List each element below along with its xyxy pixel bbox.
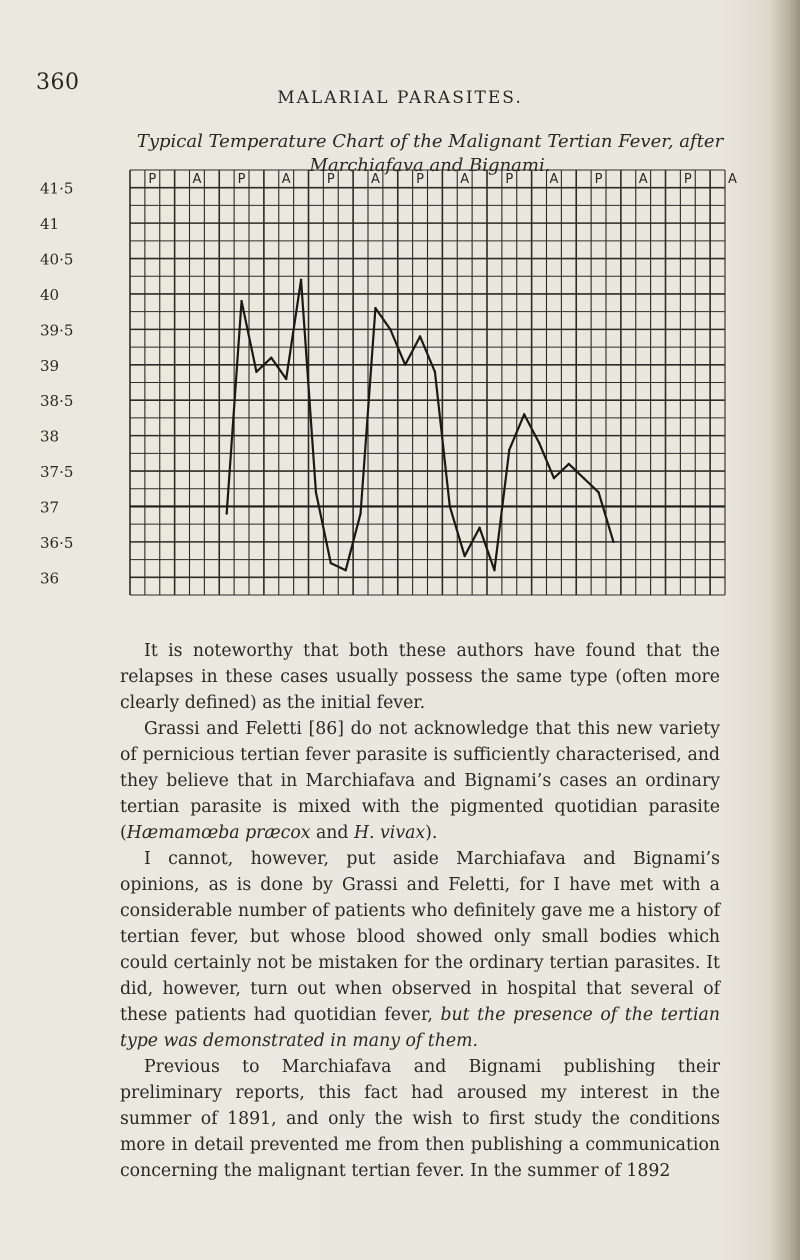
y-tick-label: 36·5 [40, 533, 74, 552]
paragraph-2: Grassi and Feletti [86] do not acknowledge that this new variety of pernicious tertian fever parasite is sufficiently characterised, and they believe that in Marchiafava and Bignami’s cases an ordinary tertian parasite is mixed with the pigmented quotidian parasite (Hæmamœba præcox and H. vivax). [120, 719, 720, 843]
x-tick-label: P [326, 172, 335, 187]
page-number: 360 [36, 70, 80, 95]
x-tick-label: A [460, 172, 470, 187]
y-axis-labels [40, 180, 73, 588]
y-tick-label: 38·5 [40, 392, 74, 411]
x-tick-label: P [148, 172, 157, 187]
chart-grid [130, 170, 725, 595]
y-tick-label: 40·5 [40, 250, 74, 269]
x-tick-label: A [370, 172, 380, 187]
x-tick-label: A [192, 172, 202, 187]
body-text [120, 638, 720, 1184]
y-tick-label: 41·5 [40, 179, 74, 198]
temperature-curve [225, 279, 614, 572]
paragraph-1: It is noteworthy that both these authors have found that the relapses in these cases usually possess the same type (often more clearly defined) as the initial fever. [120, 641, 720, 713]
temperature-chart [30, 165, 737, 605]
x-tick-label: A [281, 172, 291, 187]
species-name-2: H. vivax [353, 823, 426, 843]
x-tick-label: P [237, 172, 246, 187]
paragraph-3: I cannot, however, put aside Marchiafava and Bignami’s opinions, as is done by Grassi and Feletti, for I have met with a considerable number of patients who definitely gave me a history of tertian fever, but whose blood showed only small bodies which could certainly not be mistaken for the ordinary tertian parasites. It did, however, turn out when observed in hospital that several of these patients had quotidian fever, but the presence of the tertian type was demonstrated in many of them. [120, 849, 720, 1051]
x-tick-label: A [638, 172, 648, 187]
y-tick-label: 38 [40, 427, 60, 446]
y-tick-label: 40 [40, 285, 60, 304]
x-tick-label: P [416, 172, 424, 187]
y-tick-label: 37 [40, 498, 60, 517]
species-name-1: Hæmamœba præcox [126, 823, 311, 843]
x-tick-label: A [727, 172, 737, 187]
caption-line-2: Marchiafava and Bignami. [309, 155, 551, 176]
x-tick-label: P [505, 172, 514, 187]
y-tick-label: 36 [40, 569, 60, 588]
emphasis-text: but the presence of the tertian type was demonstrated in many of them. [120, 1005, 720, 1051]
x-tick-label: A [549, 172, 559, 187]
caption-line-1: Typical Temperature Chart of the Malignant Tertian Fever, after [136, 131, 724, 152]
x-tick-label: P [683, 172, 692, 187]
paragraph-4: Previous to Marchiafava and Bignami publishing their preliminary reports, this fact had aroused my interest in the summer of 1891, and only the wish to first study the conditions more in detail prevented me from then publishing a communication concerning the malignant tertian fever. In the summer of 1892 [120, 1057, 720, 1181]
y-tick-label: 39·5 [40, 321, 74, 340]
y-tick-label: 37·5 [40, 463, 74, 482]
book-spine-shadow [770, 0, 800, 1260]
y-tick-label: 41 [40, 215, 60, 234]
y-tick-label: 39 [40, 356, 60, 375]
running-head: MALARIAL PARASITES. [277, 88, 523, 108]
x-tick-label: P [594, 172, 603, 187]
temperature-line [227, 280, 614, 570]
